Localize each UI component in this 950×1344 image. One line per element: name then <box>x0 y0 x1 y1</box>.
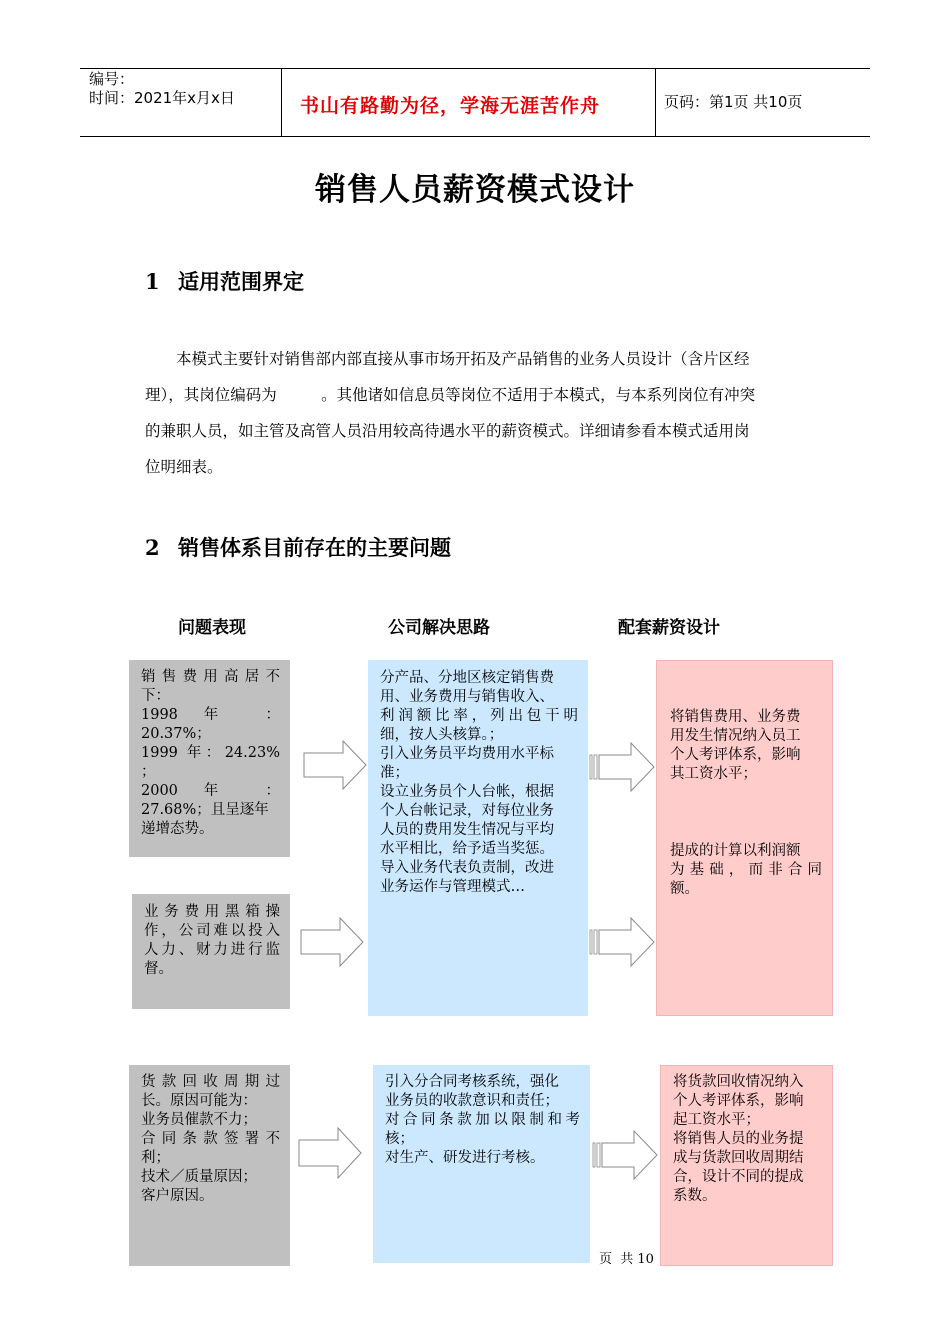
box-line: 技术／质量原因； <box>141 1169 257 1185</box>
section-2-heading <box>145 532 451 562</box>
box-line: 额。 <box>670 881 699 897</box>
right-arrow-icon <box>303 740 367 790</box>
box-line: 2000 年 ： <box>141 783 280 799</box>
salary-box-cost-evaluation <box>656 660 833 1016</box>
box-line: 业务员的收款意识和责任； <box>385 1093 559 1109</box>
box-line: 业务员催款不力； <box>141 1112 257 1128</box>
box-line: 将销售费用、业务费 <box>670 709 801 725</box>
header-motto: 书山有路勤为径，学海无涯苦作舟 <box>300 95 601 117</box>
box-line: 长。原因可能为： <box>141 1093 257 1109</box>
page-title: 销售人员薪资模式设计 <box>315 172 635 208</box>
box-line: 个人考评体系，影响 <box>670 747 801 763</box>
box-line: 为基础，而非合同 <box>670 862 822 878</box>
box-line: 成与货款回收周期结 <box>673 1150 804 1166</box>
box-line: 引入分合同考核系统，强化 <box>385 1074 559 1090</box>
box-line: 设立业务员个人台帐，根据 <box>380 784 554 800</box>
box-line: 业务运作与管理模式… <box>380 879 525 895</box>
column-head-salary: 配套薪资设计 <box>618 618 720 638</box>
section-title: 适用范围界定 <box>178 269 304 294</box>
box-line: 业务费用黑箱操 <box>144 904 280 920</box>
box-line: 其工资水平； <box>670 766 757 782</box>
box-line: 督。 <box>144 961 173 977</box>
box-line: 细，按人头核算。； <box>380 727 504 743</box>
box-line: 客户原因。 <box>141 1188 214 1204</box>
box-line: 个人台帐记录，对每位业务 <box>380 803 554 819</box>
box-line: 1998 年 ： <box>141 707 280 723</box>
box-line: 27.68%；且呈逐年 <box>141 802 269 818</box>
box-line: 利； <box>141 1150 170 1166</box>
section-1-body <box>145 341 825 485</box>
box-line: 人员的费用发生情况与平均 <box>380 822 554 838</box>
paragraph-line: 位明细表。 <box>145 458 223 476</box>
column-head-solutions: 公司解决思路 <box>388 618 490 638</box>
box-line: 利润额比率，列出包干明 <box>380 708 578 724</box>
header-page-info: 页码：第1页 共10页 <box>664 93 803 111</box>
box-line: 对生产、研发进行考核。 <box>385 1150 545 1166</box>
box-line: ； <box>141 764 156 780</box>
box-line: 作，公司难以投入 <box>144 923 280 939</box>
salary-box-collection-commission <box>660 1065 833 1266</box>
paragraph-line: 的兼职人员，如主管及高管人员沿用较高待遇水平的薪资模式。详细请参看本模式适用岗 <box>145 422 750 440</box>
striped-right-arrow-icon <box>589 917 655 967</box>
box-line: 水平相比，给予适当奖惩。 <box>380 841 554 857</box>
column-head-problems: 问题表现 <box>178 618 246 638</box>
box-line: 分产品、分地区核定销售费 <box>380 670 554 686</box>
box-line: 货款回收周期过 <box>141 1074 280 1090</box>
box-line: 导入业务代表负责制，改进 <box>380 860 554 876</box>
box-line: 下： <box>141 688 170 704</box>
box-line: 20.37%； <box>141 726 211 742</box>
page-footer: 页 共 10 <box>599 1252 654 1267</box>
header-time-label: 时间：2021年x月x日 <box>89 89 235 107</box>
right-arrow-icon <box>298 1127 362 1179</box>
header-bottom-rule <box>80 136 870 137</box>
header-divider-left <box>281 68 282 136</box>
right-arrow-icon <box>300 917 364 967</box>
box-line: 合，设计不同的提成 <box>673 1169 804 1185</box>
box-line: 1999 年：24.23% <box>141 745 280 761</box>
box-line: 核； <box>385 1131 414 1147</box>
box-line: 起工资水平； <box>673 1112 760 1128</box>
box-line: 引入业务员平均费用水平标 <box>380 746 554 762</box>
box-line: 销售费用高居不 <box>141 669 280 685</box>
header-top-rule <box>80 68 870 69</box>
box-line: 系数。 <box>673 1188 717 1204</box>
box-line: 用发生情况纳入员工 <box>670 728 801 744</box>
striped-right-arrow-icon <box>589 742 655 792</box>
box-line: 用、业务费用与销售收入、 <box>380 689 554 705</box>
problem-box-collection-cycle <box>129 1065 290 1266</box>
box-line: 对合同条款加以限制和考 <box>385 1112 580 1128</box>
box-line: 人力、财力进行监 <box>144 942 280 958</box>
solution-box-cost-control <box>368 660 588 1016</box>
section-number: 2 <box>145 535 160 560</box>
section-title: 销售体系目前存在的主要问题 <box>178 535 451 560</box>
paragraph-line: 理），其岗位编码为 。其他诸如信息员等岗位不适用于本模式，与本系列岗位有冲突 <box>145 386 756 404</box>
box-line: 准； <box>380 765 409 781</box>
box-line: 递增态势。 <box>141 821 214 837</box>
section-1-heading <box>145 266 304 296</box>
problem-box-sales-cost <box>129 660 290 857</box>
box-line: 将货款回收情况纳入 <box>673 1074 804 1090</box>
header-number-label: 编号： <box>89 70 135 88</box>
section-number: 1 <box>145 269 160 294</box>
box-line: 将销售人员的业务提 <box>673 1131 804 1147</box>
box-line: 个人考评体系，影响 <box>673 1093 804 1109</box>
paragraph-line: 本模式主要针对销售部内部直接从事市场开拓及产品销售的业务人员设计（含片区经 <box>176 350 750 368</box>
solution-box-contract-review <box>373 1065 590 1263</box>
problem-box-blackbox <box>132 894 290 1009</box>
box-line: 合同条款签署不 <box>141 1131 280 1147</box>
striped-right-arrow-icon <box>592 1130 658 1180</box>
box-line: 提成的计算以利润额 <box>670 843 801 859</box>
header-divider-right <box>655 68 656 136</box>
